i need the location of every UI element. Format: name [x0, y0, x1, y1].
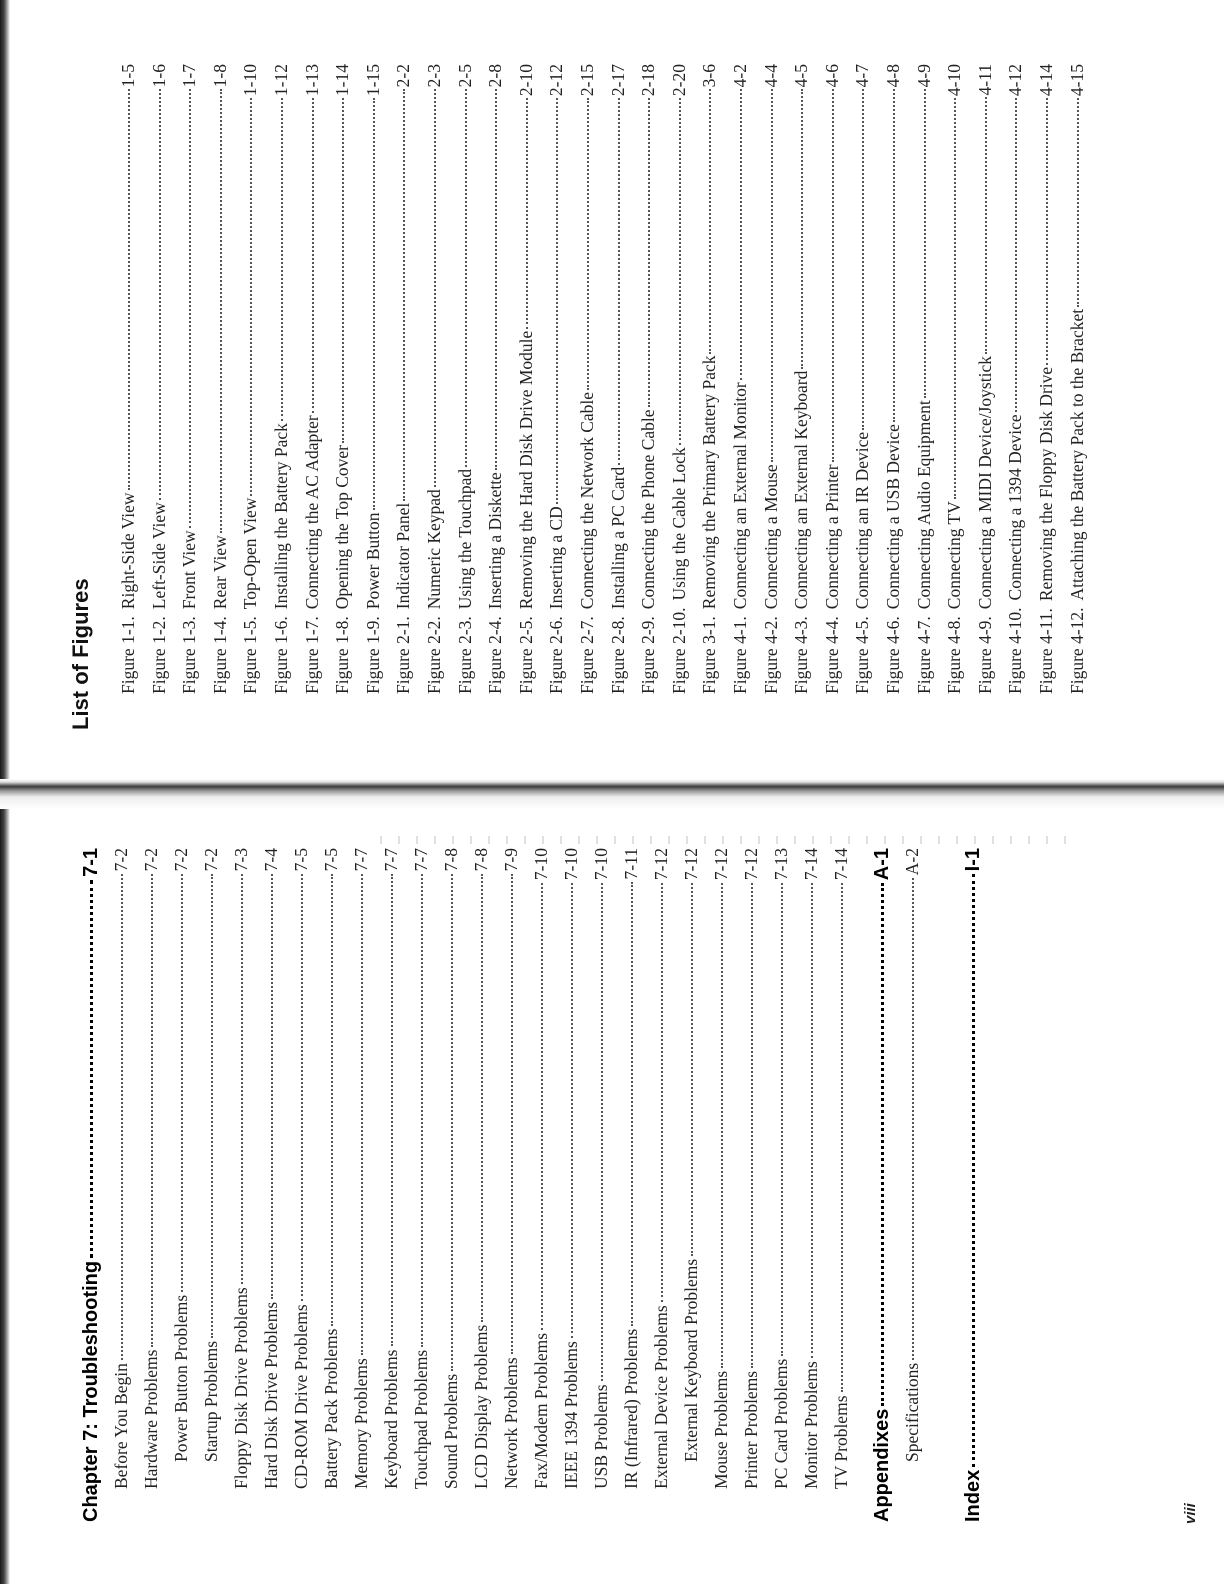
dot-leader: [127, 89, 130, 490]
dot-leader: [525, 98, 528, 329]
toc-entry[interactable]: [771, 848, 799, 1489]
figure-title: Connecting an External Keyboard: [791, 370, 812, 610]
figure-page: 2-10: [515, 64, 536, 97]
dot-leader: [433, 89, 436, 487]
figure-number: Figure 2-4.: [485, 616, 506, 694]
figure-number: Figure 4-6.: [883, 616, 903, 694]
dot-leader: [270, 874, 273, 1299]
figure-number: Figure 4-10.: [1005, 607, 1026, 694]
dot-leader: [249, 98, 252, 496]
figure-page: 4-4: [760, 64, 781, 88]
figure-number: Figure 4-4.: [821, 616, 842, 694]
figure-title: Connecting Audio Equipment: [913, 400, 934, 610]
figure-entry[interactable]: [699, 64, 727, 694]
toc-entry[interactable]: [531, 848, 559, 1489]
figure-title: Attaching the Battery Pack to the Bracket: [1066, 308, 1087, 601]
dot-leader: [464, 89, 467, 467]
figure-entry[interactable]: [455, 64, 483, 694]
figure-title: Using the Cable Lock: [668, 447, 689, 601]
figure-entry[interactable]: [271, 64, 299, 694]
figure-entry[interactable]: [393, 64, 421, 694]
figure-number: Figure 2-7.: [577, 616, 597, 694]
figure-title: Installing the Battery Pack: [271, 423, 291, 610]
figure-title: Installing a PC Card: [607, 466, 628, 610]
toc-entry[interactable]: [201, 848, 229, 1462]
dot-leader: [341, 98, 344, 443]
dot-leader: [330, 874, 333, 1325]
figure-title: Using the Touchpad: [454, 468, 475, 610]
figure-number: Figure 2-5.: [515, 616, 536, 694]
toc-entry[interactable]: [111, 848, 139, 1489]
figure-entry[interactable]: [546, 64, 574, 694]
dot-leader: [1014, 98, 1017, 412]
figure-page: 2-15: [577, 64, 597, 97]
toc-heading[interactable]: [80, 848, 108, 1522]
toc-entry-page: 7-4: [261, 848, 281, 872]
dot-leader: [660, 883, 663, 1302]
toc-entry-page: 7-2: [141, 848, 161, 872]
figure-entry[interactable]: [577, 64, 605, 694]
dot-leader: [984, 97, 987, 354]
left-page: [0, 792, 1224, 1584]
dot-leader: [586, 98, 589, 390]
figure-number: Figure 1-7.: [301, 616, 322, 694]
figure-number: Figure 2-10.: [668, 607, 689, 694]
figure-entry[interactable]: [363, 64, 391, 694]
figure-number: Figure 4-12.: [1066, 607, 1087, 694]
toc-entry-label: Battery Pack Problems: [321, 1328, 341, 1489]
toc-entry-label: Power Button Problems: [171, 1294, 191, 1462]
toc-entry-page: 7-8: [471, 848, 491, 872]
toc-entry-page: 7-5: [321, 848, 341, 872]
dot-leader: [158, 89, 161, 500]
figure-number: Figure 1-1.: [118, 616, 138, 694]
figure-title: Connecting a Mouse: [760, 464, 781, 610]
figure-number: Figure 1-8.: [332, 616, 353, 694]
figure-page: 1-15: [362, 64, 383, 97]
toc-entry-page: 7-9: [501, 848, 521, 872]
toc-entry-page: A-1: [871, 848, 893, 881]
figure-entry[interactable]: [1036, 64, 1064, 694]
dot-leader: [89, 880, 93, 1258]
toc-entry-label: Memory Problems: [351, 1358, 371, 1489]
figure-number: Figure 2-8.: [607, 616, 628, 694]
figure-title: Connecting an IR Device: [852, 431, 873, 610]
dot-leader: [880, 883, 884, 1405]
list-of-figures-title: List of Figures: [68, 578, 93, 730]
figure-page: 1-12: [271, 64, 291, 97]
toc-entry-page: 7-12: [711, 848, 731, 881]
figure-entry[interactable]: [944, 64, 972, 694]
dot-leader: [372, 98, 375, 510]
figure-title: Front View: [179, 530, 200, 610]
toc-entry-label: Fax/Modem Problems: [531, 1332, 551, 1489]
figure-page: 2-12: [546, 64, 567, 97]
figure-entry[interactable]: [149, 64, 177, 694]
figure-entry[interactable]: [485, 64, 513, 694]
figure-page: 3-6: [699, 64, 720, 88]
figure-title: Removing the Hard Disk Drive Module: [515, 330, 536, 610]
figure-entry[interactable]: [516, 64, 544, 694]
dot-leader: [360, 874, 363, 1355]
toc-entry[interactable]: [681, 848, 709, 1462]
toc-entry-label: Chapter 7: Troubleshooting: [80, 1260, 102, 1522]
figure-page: 4-5: [791, 64, 812, 88]
dot-leader: [708, 89, 711, 353]
toc-entry-label: External Device Problems: [651, 1305, 671, 1489]
toc-entry[interactable]: [741, 848, 769, 1489]
toc-entry[interactable]: [231, 848, 259, 1489]
figure-page: 4-11: [974, 64, 995, 96]
figure-title: Connecting a USB Device: [883, 424, 903, 610]
figure-title: Connecting a MIDI Device/Joystick: [974, 356, 995, 610]
dot-leader: [240, 874, 243, 1284]
figure-page: 1-13: [301, 64, 322, 97]
toc-entry-page: 7-3: [231, 848, 251, 872]
dot-leader: [780, 883, 783, 1356]
dot-leader: [840, 883, 843, 1392]
dot-leader: [1076, 98, 1079, 307]
toc-entry[interactable]: [561, 848, 589, 1489]
toc-entry-label: TV Problems: [831, 1395, 851, 1489]
figure-page: 4-9: [913, 64, 934, 88]
figure-entry[interactable]: [210, 64, 238, 694]
dot-leader: [647, 98, 650, 407]
dot-leader: [555, 98, 558, 504]
dot-leader: [750, 883, 753, 1368]
toc-entry-label: Monitor Problems: [801, 1361, 821, 1489]
toc-heading[interactable]: [871, 848, 899, 1522]
toc-entry-page: 7-12: [741, 848, 761, 881]
figure-page: 4-6: [821, 64, 842, 88]
toc-entry[interactable]: [171, 848, 199, 1462]
figure-title: Indicator Panel: [393, 502, 414, 610]
toc-entry[interactable]: [141, 848, 169, 1489]
figure-title: Connecting the AC Adapter: [301, 415, 322, 610]
toc-entry-label: Network Problems: [501, 1357, 521, 1489]
dot-leader: [971, 874, 975, 1466]
figure-number: Figure 1-6.: [271, 616, 291, 694]
gutter-specks: [380, 836, 1080, 844]
toc-entry-page: 7-2: [171, 848, 191, 872]
toc-entry[interactable]: [411, 848, 439, 1489]
toc-entry-label: LCD Display Problems: [471, 1324, 491, 1489]
dot-leader: [678, 98, 681, 445]
dot-leader: [923, 89, 926, 398]
toc-entry[interactable]: [902, 848, 930, 1462]
figure-page: 1-14: [332, 64, 353, 97]
figure-number: Figure 2-6.: [546, 616, 567, 694]
figure-number: Figure 4-3.: [791, 616, 812, 694]
figure-page: 2-18: [638, 64, 659, 97]
figure-title: Right-Side View: [118, 492, 138, 610]
dot-leader: [831, 89, 834, 462]
toc-entry-label: IEEE 1394 Problems: [561, 1341, 581, 1489]
toc-entry-page: 7-12: [651, 848, 671, 881]
dot-leader: [770, 89, 773, 462]
toc-entry[interactable]: [591, 848, 619, 1489]
toc-entry[interactable]: [711, 848, 739, 1489]
figure-entry[interactable]: [669, 64, 697, 694]
figure-title: Connecting TV: [944, 501, 965, 610]
figure-page: 1-6: [148, 64, 169, 88]
toc-entry-page: 7-7: [351, 848, 371, 872]
figure-page: 4-8: [883, 64, 903, 88]
figure-page: 1-10: [240, 64, 261, 97]
figure-entry[interactable]: [608, 64, 636, 694]
figure-number: Figure 2-9.: [638, 616, 659, 694]
dot-leader: [861, 89, 864, 430]
toc-entry-page: 7-13: [771, 848, 791, 881]
toc-entry[interactable]: [651, 848, 679, 1489]
figure-page: 1-8: [209, 64, 230, 88]
dot-leader: [188, 89, 191, 528]
figure-entry[interactable]: [638, 64, 666, 694]
figure-number: Figure 1-4.: [209, 616, 230, 694]
toc-entry-page: 7-5: [291, 848, 311, 872]
toc-entry-label: Index: [962, 1469, 984, 1522]
figure-entry[interactable]: [883, 64, 911, 694]
toc-entry[interactable]: [441, 848, 469, 1489]
figure-title: Inserting a Diskette: [485, 472, 506, 610]
figure-entry[interactable]: [179, 64, 207, 694]
figure-title: Connecting the Network Cable: [577, 391, 597, 610]
toc-entry-label: Touchpad Problems: [411, 1349, 431, 1489]
figure-entry[interactable]: [424, 64, 452, 694]
figure-number: Figure 2-2.: [424, 616, 444, 694]
toc-entry-page: 7-2: [201, 848, 221, 872]
toc-heading[interactable]: [962, 848, 990, 1522]
figure-page: 4-12: [1005, 64, 1026, 97]
figure-title: Numeric Keypad: [424, 489, 444, 610]
figure-page: 4-15: [1066, 64, 1087, 97]
dot-leader: [690, 883, 693, 1256]
figure-title: Top-Open View: [240, 497, 261, 610]
figure-page: 4-10: [944, 64, 965, 97]
figure-page: 2-3: [424, 64, 444, 88]
figure-entry[interactable]: [730, 64, 758, 694]
toc-entry-label: PC Card Problems: [771, 1358, 791, 1489]
dot-leader: [720, 883, 723, 1368]
dot-leader: [150, 874, 153, 1346]
figure-number: Figure 4-11.: [1036, 608, 1056, 694]
toc-entry[interactable]: [381, 848, 409, 1489]
toc-entry-page: 7-10: [531, 848, 551, 881]
dot-leader: [739, 89, 742, 380]
figure-page: 1-5: [118, 64, 138, 88]
toc-entry[interactable]: [351, 848, 379, 1489]
figure-page: 4-7: [852, 64, 873, 88]
figure-title: Connecting a 1394 Device: [1005, 414, 1026, 601]
dot-leader: [300, 874, 303, 1301]
toc-entry-label: Before You Begin: [111, 1363, 131, 1489]
toc-entry-page: 7-14: [801, 848, 821, 881]
dot-leader: [617, 98, 620, 465]
dot-leader: [420, 874, 423, 1346]
toc-entry-page: 7-7: [411, 848, 431, 872]
dot-leader: [450, 874, 453, 1370]
figure-title: Rear View: [209, 535, 230, 610]
toc-entry-label: Floppy Disk Drive Problems: [231, 1287, 251, 1489]
toc-entry-page: 7-2: [111, 848, 131, 872]
figure-entry[interactable]: [1005, 64, 1033, 694]
figure-number: Figure 4-8.: [944, 616, 965, 694]
dot-leader: [1045, 98, 1048, 365]
toc-entry-label: CD-ROM Drive Problems: [291, 1304, 311, 1489]
figure-page: 2-17: [607, 64, 628, 97]
figure-number: Figure 1-3.: [179, 616, 200, 694]
figure-entry[interactable]: [302, 64, 330, 694]
toc-entry-page: 7-10: [591, 848, 611, 881]
toc-entry-label: Specifications: [902, 1362, 922, 1462]
toc-entry-page: 7-7: [381, 848, 401, 872]
dot-leader: [219, 89, 222, 533]
toc-entry-label: Startup Problems: [201, 1340, 221, 1462]
figure-title: Connecting an External Monitor: [730, 382, 750, 610]
figure-title: Connecting the Phone Cable: [638, 409, 659, 610]
figure-entry[interactable]: [914, 64, 942, 694]
toc-entry-page: 7-1: [80, 848, 102, 877]
figure-title: Removing the Floppy Disk Drive: [1036, 366, 1056, 602]
toc-entry-page: 7-11: [621, 848, 641, 880]
figure-entry[interactable]: [118, 64, 146, 694]
toc-entry-label: Appendixes: [871, 1408, 893, 1522]
toc-entry-page: 7-10: [561, 848, 581, 881]
toc-entry[interactable]: [831, 848, 859, 1489]
dot-leader: [480, 874, 483, 1321]
figure-page: 4-14: [1036, 64, 1056, 97]
figure-number: Figure 4-1.: [730, 616, 750, 694]
figure-number: Figure 3-1.: [699, 616, 720, 694]
toc-entry-page: A-2: [902, 848, 922, 876]
figure-number: Figure 2-3.: [454, 616, 475, 694]
toc-entry-label: Keyboard Problems: [381, 1349, 401, 1489]
figure-number: Figure 1-5.: [240, 616, 261, 694]
dot-leader: [540, 883, 543, 1330]
dot-leader: [311, 98, 314, 413]
toc-entry[interactable]: [261, 848, 289, 1489]
dot-leader: [953, 98, 956, 499]
toc-entry-label: IR (Infrared) Problems: [621, 1328, 641, 1489]
figure-number: Figure 1-2.: [148, 616, 169, 694]
toc-entry[interactable]: [621, 848, 649, 1489]
figure-number: Figure 4-5.: [852, 616, 873, 694]
figure-page: 2-20: [668, 64, 689, 97]
figure-page: 4-2: [730, 64, 750, 88]
dot-leader: [810, 883, 813, 1358]
dot-leader: [402, 89, 405, 500]
figure-page: 1-7: [179, 64, 200, 88]
dot-leader: [494, 89, 497, 470]
figure-page: 2-2: [393, 64, 414, 88]
dot-leader: [630, 882, 633, 1325]
figure-entry[interactable]: [975, 64, 1003, 694]
figure-title: Opening the Top Cover: [332, 445, 353, 610]
figure-number: Figure 4-7.: [913, 616, 934, 694]
toc-entry[interactable]: [801, 848, 829, 1489]
toc-entry-label: Printer Problems: [741, 1370, 761, 1489]
toc-entry[interactable]: [321, 848, 349, 1489]
toc-entry[interactable]: [291, 848, 319, 1489]
toc-entry-label: Hardware Problems: [141, 1349, 161, 1489]
figure-page: 2-8: [485, 64, 506, 88]
figure-number: Figure 1-9.: [362, 616, 383, 694]
dot-leader: [570, 883, 573, 1338]
page-number-left: viii: [1182, 1503, 1199, 1524]
figure-entry[interactable]: [791, 64, 819, 694]
toc-entry-page: 7-14: [831, 848, 851, 881]
toc-entry-page: 7-8: [441, 848, 461, 872]
dot-leader: [800, 89, 803, 368]
dot-leader: [600, 883, 603, 1381]
figure-title: Power Button: [362, 512, 383, 610]
dot-leader: [911, 878, 914, 1360]
toc-entry-label: Hard Disk Drive Problems: [261, 1301, 281, 1489]
figure-title: Left-Side View: [148, 502, 169, 610]
figure-entry[interactable]: [332, 64, 360, 694]
dot-leader: [390, 874, 393, 1346]
dot-leader: [210, 874, 213, 1338]
figure-entry[interactable]: [761, 64, 789, 694]
dot-leader: [280, 98, 283, 421]
dot-leader: [180, 874, 183, 1291]
figure-number: Figure 4-2.: [760, 616, 781, 694]
toc-entry-label: Mouse Problems: [711, 1370, 731, 1489]
toc-entry-page: I-1: [962, 848, 984, 872]
figure-title: Inserting a CD: [546, 506, 567, 610]
dot-leader: [120, 874, 123, 1360]
figure-number: Figure 2-1.: [393, 616, 414, 694]
toc-entry[interactable]: [471, 848, 499, 1489]
toc-entry-label: USB Problems: [591, 1384, 611, 1489]
figure-title: Connecting a Printer: [821, 464, 842, 610]
figure-title: Removing the Primary Battery Pack: [699, 355, 720, 610]
figure-entry[interactable]: [1067, 64, 1095, 694]
toc-entry-page: 7-12: [681, 848, 701, 881]
figure-entry[interactable]: [822, 64, 850, 694]
figure-entry[interactable]: [852, 64, 880, 694]
figure-entry[interactable]: [240, 64, 268, 694]
toc-entry-label: Sound Problems: [441, 1373, 461, 1489]
dot-leader: [510, 874, 513, 1354]
dot-leader: [892, 89, 895, 422]
figure-number: Figure 4-9.: [974, 616, 995, 694]
figure-page: 2-5: [454, 64, 475, 88]
toc-entry-label: External Keyboard Problems: [681, 1258, 701, 1462]
toc-entry[interactable]: [501, 848, 529, 1489]
